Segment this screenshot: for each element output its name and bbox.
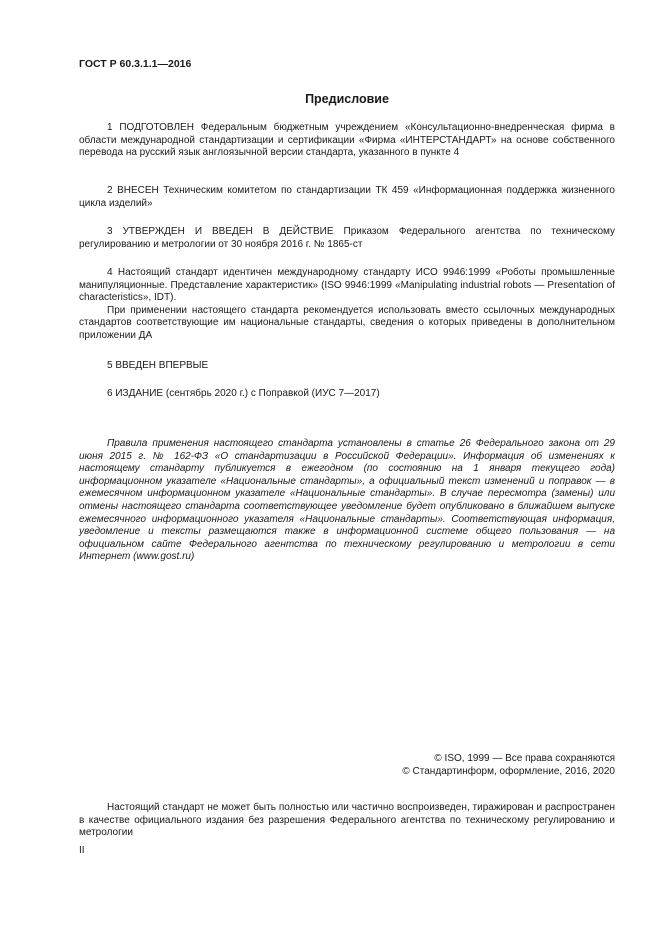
copyright-block: [79, 753, 615, 778]
item-4-note: При применении настоящего стандарта рекомендуется использовать вместо ссылочных международных стандартов соответствующие им национальные стандарты, сведения о которых приведены в дополнительном приложении ДА: [79, 304, 615, 341]
rules-note-text: Правила применения настоящего стандарта установлены в статье 26 Федерального закона от 29 июня 2015 г. № 162-ФЗ «О стандартизации в Российской Федерации». Информация об изменениях к настоящему стандарту публикуется в ежегодном (по состоянию на 1 января текущего года) информационном указателе «Национальные стандарты», а официальный текст изменений и поправок — в ежемесячном информационном указателе «Национальные стандарты». В случае пересмотра (замены) или отмены настоящего стандарта соответствующее уведомление будет опубликовано в ближайшем выпуске ежемесячного информационного указателя «Национальные стандарты». Соответствующая информация, уведомление и тексты размещаются также в информационной системе общего пользования — на официальном сайте Федерального агентства по техническому регулированию и метрологии в сети Интернет (www.gost.ru): [79, 438, 615, 563]
reproduction-note-text: Настоящий стандарт не может быть полностью или частично воспроизведен, тиражирован и распространен в качестве официального издания без разрешения Федерального агентства по техническому регулированию и метрологии: [79, 802, 615, 839]
item-3-text: 3 УТВЕРЖДЕН И ВВЕДЕН В ДЕЙСТВИЕ Приказом Федерального агентства по техническому регулированию и метрологии от 30 ноября 2016 г. № 1865-ст: [79, 226, 615, 250]
item-6: [79, 388, 615, 401]
item-6-text: 6 ИЗДАНИЕ (сентябрь 2020 г.) с Поправкой (ИУС 7—2017): [107, 388, 380, 399]
item-1-text: 1 ПОДГОТОВЛЕН Федеральным бюджетным учреждением «Консультационно-внедренческая фирма в области международной стандартизации и сертификации «Фирма «ИНТЕРСТАНДАРТ» на основе собственного перевода на русский язык англоязычной версии стандарта, указанного в пункте 4: [79, 122, 615, 159]
item-5: [79, 360, 615, 373]
standard-id: ГОСТ Р 60.3.1.1—2016: [79, 58, 192, 70]
item-5-text: 5 ВВЕДЕН ВПЕРВЫЕ: [107, 360, 209, 371]
item-2-text: 2 ВНЕСЕН Техническим комитетом по стандартизации ТК 459 «Информационная поддержка жизненного цикла изделий»: [79, 185, 615, 209]
page-number: II: [79, 845, 85, 856]
copyright-standartinform: © Стандартинформ, оформление, 2016, 2020: [402, 765, 615, 777]
item-3: [79, 226, 615, 251]
rules-note: [79, 438, 615, 564]
page-title: Предисловие: [305, 92, 389, 106]
item-1: [79, 122, 615, 160]
item-4: [79, 267, 615, 343]
item-2: [79, 185, 615, 210]
item-4-text: 4 Настоящий стандарт идентичен международному стандарту ИСО 9946:1999 «Роботы промышленные манипуляционные. Представление характеристик» (ISO 9946:1999 «Manipulating industrial robots — Presentation of characteristics», IDT).: [79, 267, 615, 304]
copyright-iso: © ISO, 1999 — Все права сохраняются: [434, 753, 615, 764]
reproduction-note: [79, 802, 615, 840]
